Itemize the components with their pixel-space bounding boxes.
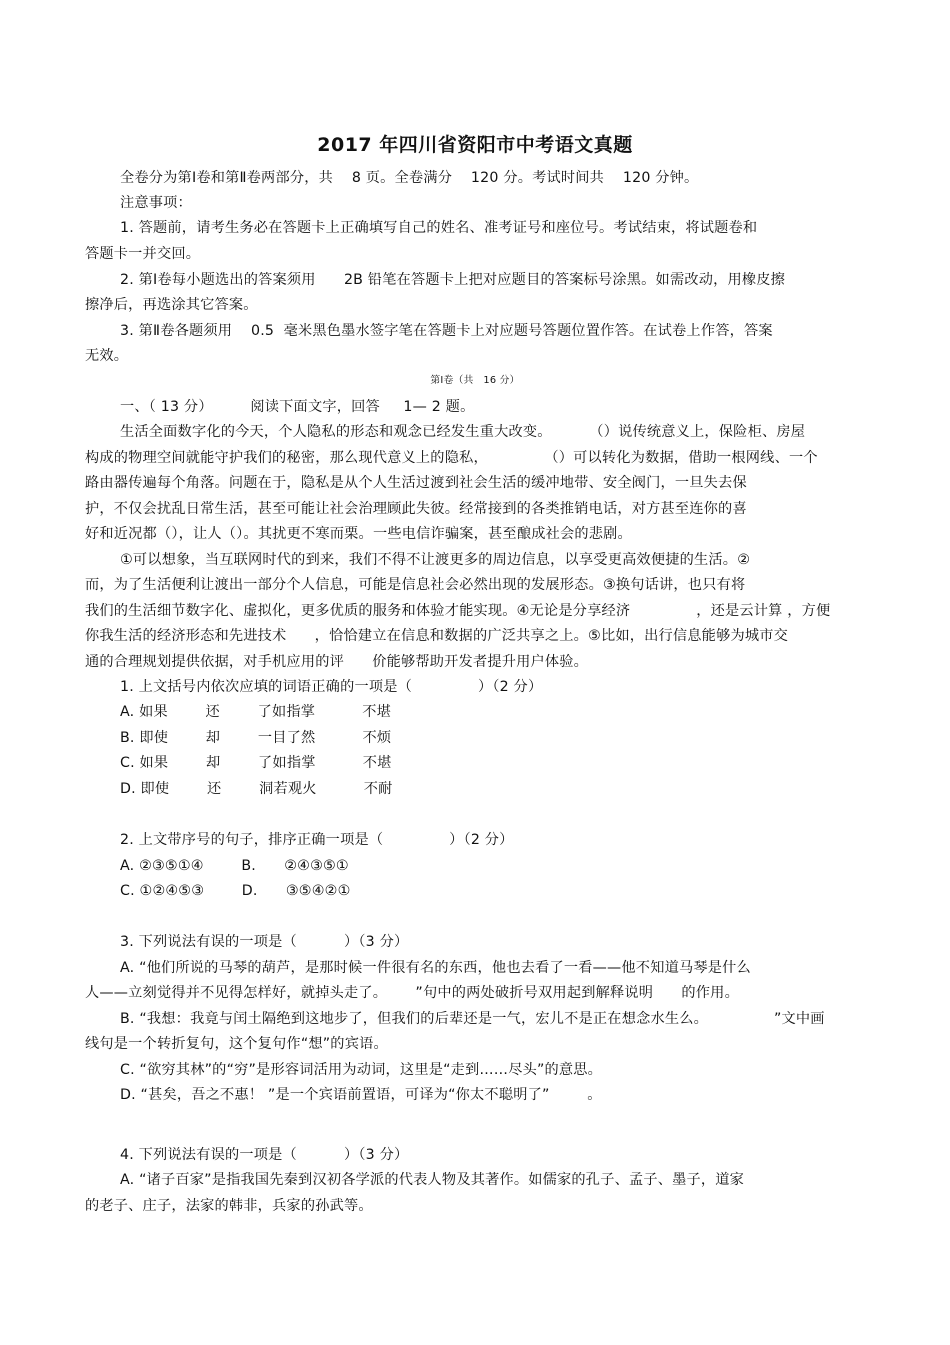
passage-line: 好和近况都（），让人（）。其扰更不寒而栗。一些电信诈骗案，甚至酿成社会的悲剧。 — [85, 526, 632, 542]
intro-line: 全卷分为第Ⅰ卷和第Ⅱ卷两部分，共 8 页。全卷满分 120 分。考试时间共 120 分钟。 — [120, 170, 699, 186]
question-stem: 1. 上文括号内依次应填的词语正确的一项是（ ）（2 分） — [120, 679, 543, 695]
page-title: 2017 年四川省资阳市中考语文真题 — [317, 134, 633, 156]
option-d: D. 即使 还 洞若观火 不耐 — [120, 781, 393, 797]
option-c: C. “欲穷其林”的“穷”是形容词活用为动词，这里是“走到……尽头”的意思。 — [120, 1062, 603, 1078]
option-a: A. “诸子百家”是指我国先秦到汉初各学派的代表人物及其著作。如儒家的孔子、孟子、墨子，道家 — [120, 1172, 745, 1188]
option-a-cont: 人——立刻觉得并不见得怎样好，就掉头走了。 ”句中的两处破折号双用起到解释说明 的作用。 — [85, 985, 739, 1001]
option-ab: A. ②③⑤①④ B. ②④③⑤① — [120, 858, 349, 874]
option-b: B. 即使 却 一目了然 不烦 — [120, 730, 392, 746]
option-a-cont: 的老子、庄子，法家的韩非，兵家的孙武等。 — [85, 1198, 373, 1214]
intro-line: 擦净后，再选涂其它答案。 — [85, 297, 258, 313]
option-cd: C. ①②④⑤③ D. ③⑤④②① — [120, 883, 351, 899]
option-b-cont: 线句是一个转折复句，这个复句作“想”的宾语。 — [85, 1036, 388, 1052]
option-a: A. “他们所说的马琴的葫芦，是那时候一件很有名的东西，他也去看了一看——他不知道马琴是什么 — [120, 960, 751, 976]
intro-line: 2. 第Ⅰ卷每小题选出的答案须用 2B 铅笔在答题卡上把对应题目的答案标号涂黑。如需改动，用橡皮擦 — [120, 272, 786, 288]
passage-line: 路由器传遍每个角落。问题在于，隐私是从个人生活过渡到社会生活的缓冲地带、安全阀门，一旦失去保 — [85, 475, 747, 491]
passage-line: 护，不仅会扰乱日常生活，甚至可能让社会治理顾此失彼。经常接到的各类推销电话，对方甚至连你的喜 — [85, 501, 747, 517]
passage-line: 生活全面数字化的今天，个人隐私的形态和观念已经发生重大改变。 （）说传统意义上，保险柜、房屋 — [120, 424, 806, 440]
passage-line: 我们的生活细节数字化、虚拟化，更多优质的服务和体验才能实现。④无论是分享经济 ，还是云计算 ，方便 — [85, 603, 831, 619]
question-stem: 3. 下列说法有误的一项是（ ）（3 分） — [120, 934, 409, 950]
intro-line: 注意事项： — [120, 195, 192, 211]
passage-line: 通的合理规划提供依据，对手机应用的评 价能够帮助开发者提升用户体验。 — [85, 654, 589, 670]
passage-line: 你我生活的经济形态和先进技术 ，恰恰建立在信息和数据的广泛共享之上。⑤比如，出行信息能够为城市交 — [85, 628, 789, 644]
passage-line: 而，为了生活便利让渡出一部分个人信息，可能是信息社会必然出现的发展形态。③换句话讲，也只有将 — [85, 577, 746, 593]
option-b: B. “我想：我竟与闰土隔绝到这地步了，但我们的后辈还是一气，宏儿不是正在想念水生么。 ”文中画 — [120, 1011, 825, 1027]
intro-line: 3. 第Ⅱ卷各题须用 0.5 毫米黑色墨水签字笔在答题卡上对应题号答题位置作答。在试卷上作答，答案 — [120, 323, 773, 339]
question-stem: 4. 下列说法有误的一项是（ ）（3 分） — [120, 1147, 409, 1163]
intro-line: 1. 答题前，请考生务必在答题卡上正确填写自己的姓名、准考证号和座位号。考试结束，将试题卷和 — [120, 220, 758, 236]
option-d: D. “甚矣，吾之不惠！ ”是一个宾语前置语，可译为“你太不聪明了” 。 — [120, 1087, 602, 1103]
option-a: A. 如果 还 了如指掌 不堪 — [120, 704, 392, 720]
section-header: 第Ⅰ卷（共 16 分） — [430, 375, 520, 386]
passage-line: 构成的物理空间就能守护我们的秘密，那么现代意义上的隐私， （）可以转化为数据，借助一根网线、一个 — [85, 450, 818, 466]
passage-line: ①可以想象，当互联网时代的到来，我们不得不让渡更多的周边信息，以享受更高效便捷的生活。② — [120, 552, 751, 568]
intro-line: 答题卡一并交回。 — [85, 246, 201, 262]
question-stem: 2. 上文带序号的句子，排序正确一项是（ ）（2 分） — [120, 832, 514, 848]
part-heading: 一、（ 13 分） 阅读下面文字，回答 1— 2 题。 — [120, 399, 475, 415]
intro-line: 无效。 — [85, 348, 129, 364]
option-c: C. 如果 却 了如指掌 不堪 — [120, 755, 392, 771]
